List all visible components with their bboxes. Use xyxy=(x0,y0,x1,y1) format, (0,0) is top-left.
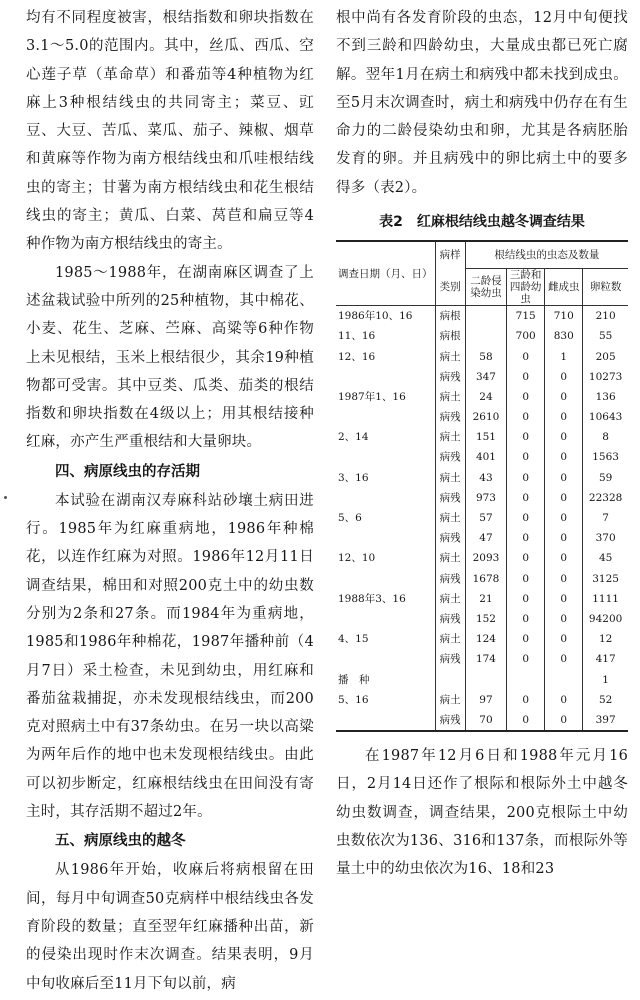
table-title: 表2 红麻根结线虫越冬调查结果 xyxy=(379,214,585,231)
table-row xyxy=(336,589,628,609)
table-row xyxy=(336,367,628,387)
table-cell-date: 播 种 xyxy=(338,673,370,686)
table-cell-c4: 55 xyxy=(583,326,628,346)
table-cell-date xyxy=(336,528,435,548)
table-row xyxy=(336,306,628,327)
table-cell-c2: 0 xyxy=(507,548,545,568)
table-cell-c1: 97 xyxy=(465,690,506,710)
table-cell-c3: 0 xyxy=(545,629,583,649)
table-cell-c2: 0 xyxy=(507,468,545,488)
table-row xyxy=(336,387,628,407)
table-cell-c3: 0 xyxy=(545,488,583,508)
table-cell-c4: 12 xyxy=(583,629,628,649)
table-cell-c4: 210 xyxy=(583,306,628,327)
section-heading-overwintering: 五、病原线虫的越冬 xyxy=(55,832,186,850)
table-row xyxy=(336,447,628,467)
table-cell-date: 1986年10、16 xyxy=(338,310,413,323)
table-cell-c2: 0 xyxy=(507,710,545,731)
table-cell-c4: 3125 xyxy=(583,569,628,589)
table-cell-type: 病残 xyxy=(435,649,465,669)
overwintering-table xyxy=(336,240,628,732)
table-cell-c1: 401 xyxy=(465,447,506,467)
header-col: 二龄侵染幼虫 xyxy=(465,269,506,306)
paragraph-overwintering-cont: 根中尚有各发育阶段的虫态，12月中旬便找不到三龄和四龄幼虫，大量成虫都已死亡腐解。翌年1月在病土和病残中都未找到成虫。至5月末次调查时，病土和病残中仍存在有生命力的二龄侵染幼虫和卵，尤其是各病胚胎发育的卵。并且病残中的卵比病土中的要多得多（表2）。 xyxy=(336,10,628,196)
table-cell-c3: 0 xyxy=(545,508,583,528)
table-cell-c1: 47 xyxy=(465,528,506,548)
table-cell-type: 病土 xyxy=(435,690,465,710)
scan-speck xyxy=(4,496,7,499)
table-row xyxy=(336,528,628,548)
table-cell-date xyxy=(336,569,435,589)
table-cell-type: 病土 xyxy=(435,508,465,528)
table-cell-c1: 57 xyxy=(465,508,506,528)
table-cell-c2: 0 xyxy=(507,508,545,528)
table-cell-c2: 0 xyxy=(507,488,545,508)
table-cell-c1: 70 xyxy=(465,710,506,731)
table-cell-c2: 0 xyxy=(507,427,545,447)
table-body xyxy=(336,306,628,731)
header-sample-sub: 类别 xyxy=(435,269,465,306)
table-cell-c2: 0 xyxy=(507,609,545,629)
table-cell-c2: 0 xyxy=(507,649,545,669)
table-cell-c3: 0 xyxy=(545,407,583,427)
table-row xyxy=(336,488,628,508)
table-cell-date: 5、6 xyxy=(338,512,362,525)
table-cell-c2: 0 xyxy=(507,346,545,366)
table-cell-c4: 397 xyxy=(583,710,628,731)
table-cell-c1 xyxy=(465,326,506,346)
table-cell-c2: 0 xyxy=(507,629,545,649)
table-cell-c4: 52 xyxy=(583,690,628,710)
table-cell-c1: 58 xyxy=(465,346,506,366)
table-cell-c3: 0 xyxy=(545,548,583,568)
table-cell-type: 病残 xyxy=(435,528,465,548)
table-cell-c3: 830 xyxy=(545,326,583,346)
table-cell-type: 病土 xyxy=(435,548,465,568)
header-col: 雌成虫 xyxy=(545,269,583,306)
table-cell-date: 3、16 xyxy=(338,471,369,484)
table-row xyxy=(336,548,628,568)
table-cell-date: 1988年3、16 xyxy=(338,592,406,605)
table-cell-type: 病土 xyxy=(435,589,465,609)
paragraph-survey-1985: 1985～1988年，在湖南麻区调查了上述盆栽试验中所列的25种植物，其中棉花、小麦、花生、芝麻、苎麻、高粱等6种作物上未见根结，玉米上根结很少，其余19种植物都可受害。其中豆类、瓜类、茄类的根结指数和卵块指数在4级以上；用其根结接种红麻，亦产生严重根结和大量卵块。 xyxy=(26,264,314,451)
table-cell-c4: 370 xyxy=(583,528,628,548)
table-cell-date xyxy=(336,407,435,427)
table-cell-type: 病残 xyxy=(435,488,465,508)
table-cell-c4: 417 xyxy=(583,649,628,669)
table-cell-c3: 0 xyxy=(545,468,583,488)
left-column xyxy=(26,4,314,998)
table-cell-c3: 0 xyxy=(545,569,583,589)
header-stage-group: 根结线虫的虫态及数量 xyxy=(465,241,628,269)
table-cell-c3: 0 xyxy=(545,589,583,609)
table-cell-type: 病土 xyxy=(435,346,465,366)
table-cell-c2: 700 xyxy=(507,326,545,346)
table-cell-c1 xyxy=(465,306,506,327)
table-cell-c1: 1678 xyxy=(465,569,506,589)
table-cell-c2: 715 xyxy=(507,306,545,327)
table-cell-c2: 0 xyxy=(507,387,545,407)
table-cell-c3: 0 xyxy=(545,690,583,710)
table-cell-c4: 22328 xyxy=(583,488,628,508)
table-cell-c3: 1 xyxy=(545,346,583,366)
table-cell-c4: 94200 xyxy=(583,609,628,629)
table-cell-c4: 10273 xyxy=(583,367,628,387)
table-row xyxy=(336,649,628,669)
table-cell-c1 xyxy=(465,669,506,689)
table-cell-c4: 136 xyxy=(583,387,628,407)
table-row xyxy=(336,346,628,366)
table-cell-c3: 0 xyxy=(545,649,583,669)
table-cell-c3 xyxy=(545,669,583,689)
table-cell-c1: 152 xyxy=(465,609,506,629)
table-cell-c2 xyxy=(507,669,545,689)
table-cell-c2: 0 xyxy=(507,447,545,467)
table-cell-type: 病土 xyxy=(435,629,465,649)
table-row xyxy=(336,629,628,649)
table-row xyxy=(336,690,628,710)
table-cell-c2: 0 xyxy=(507,589,545,609)
table-row xyxy=(336,468,628,488)
header-date: 调查日期（月、日） xyxy=(336,241,435,306)
table-cell-c3: 0 xyxy=(545,710,583,731)
table-row xyxy=(336,710,628,731)
table-cell-type: 病土 xyxy=(435,387,465,407)
table-cell-date: 11、16 xyxy=(338,330,376,343)
table-cell-date: 4、15 xyxy=(338,633,369,646)
paragraph-survival-experiment: 本试验在湖南汉寿麻科站砂壤土病田进行。1985年为红麻重病地，1986年种棉花，以连作红麻为对照。1986年12月11日调查结果，棉田和对照200克土中的幼虫数分别为2条和27条。而1984年为重病地，1985和1986年种棉花，1987年播种前（4月7日）采土检查，未见到幼虫，用红麻和番茄盆栽捕捉，亦未发现根结线虫，而200克对照病土中有37条幼虫。在另一块以高粱为两年后作的地中也未发现根结线虫。由此可以初步断定，红麻根结线虫在田间没有寄主时，其存活期不超过2年。 xyxy=(26,492,314,821)
table-cell-type: 病残 xyxy=(435,609,465,629)
table-cell-date xyxy=(336,447,435,467)
table-cell-c1: 43 xyxy=(465,468,506,488)
table-cell-type: 病根 xyxy=(435,326,465,346)
table-cell-type: 病土 xyxy=(435,468,465,488)
table-cell-c4: 1 xyxy=(583,669,628,689)
table-cell-type: 病残 xyxy=(435,447,465,467)
table-cell-c3: 0 xyxy=(545,528,583,548)
right-column xyxy=(336,4,628,884)
table-cell-date xyxy=(336,609,435,629)
table-cell-c1: 124 xyxy=(465,629,506,649)
table-cell-type xyxy=(435,669,465,689)
table-cell-date xyxy=(336,367,435,387)
table-cell-date: 5、16 xyxy=(338,693,369,706)
table-cell-c1: 2093 xyxy=(465,548,506,568)
table-cell-type: 病土 xyxy=(435,427,465,447)
table-cell-c3: 0 xyxy=(545,427,583,447)
table-cell-type: 病残 xyxy=(435,710,465,731)
table-cell-date: 12、16 xyxy=(338,350,376,363)
table-cell-c3: 0 xyxy=(545,609,583,629)
table-cell-date: 12、10 xyxy=(338,552,376,565)
paragraph-host-plants: 均有不同程度被害，根结指数和卵块指数在3.1～5.0的范围内。其中，丝瓜、西瓜、空心莲子草（革命草）和番茄等4种植物为红麻上3种根结线虫的共同寄主；菜豆、豇豆、大豆、苦瓜、菜瓜、茄子、辣椒、烟草和黄麻等作物为南方根结线虫和爪哇根结线虫的寄主；甘薯为南方根结线虫和花生根结线虫的寄主；黄瓜、白菜、莴苣和扁豆等4种作物为南方根结线虫的寄主。 xyxy=(26,10,314,253)
table-cell-c4: 45 xyxy=(583,548,628,568)
table-cell-c1: 174 xyxy=(465,649,506,669)
header-sample: 病样 xyxy=(435,241,465,269)
paragraph-overwintering: 从1986年开始，收麻后将病根留在田间，每月中旬调查50克病样中根结线虫各发育阶段的数量；直至翌年红麻播种出苗，新的侵染出现时作末次调查。结果表明，9月中旬收麻后至11月下旬以前，病 xyxy=(26,862,314,992)
table-cell-c4: 59 xyxy=(583,468,628,488)
table-row xyxy=(336,669,628,689)
table-cell-c3: 0 xyxy=(545,447,583,467)
table-cell-c2: 0 xyxy=(507,367,545,387)
table-cell-type: 病残 xyxy=(435,367,465,387)
table-cell-c3: 0 xyxy=(545,367,583,387)
table-cell-c1: 151 xyxy=(465,427,506,447)
table-cell-c1: 973 xyxy=(465,488,506,508)
table-cell-c2: 0 xyxy=(507,569,545,589)
table-cell-c4: 1563 xyxy=(583,447,628,467)
table-cell-c2: 0 xyxy=(507,407,545,427)
table-cell-type: 病残 xyxy=(435,407,465,427)
table-cell-date xyxy=(336,649,435,669)
table-cell-c4: 8 xyxy=(583,427,628,447)
table-cell-c2: 0 xyxy=(507,528,545,548)
table-row xyxy=(336,609,628,629)
table-cell-c1: 2610 xyxy=(465,407,506,427)
table-cell-c4: 10643 xyxy=(583,407,628,427)
table-cell-date: 2、14 xyxy=(338,431,369,444)
table-row xyxy=(336,508,628,528)
table-cell-type: 病根 xyxy=(435,306,465,327)
section-heading-survival: 四、病原线虫的存活期 xyxy=(55,462,200,480)
table-cell-c4: 205 xyxy=(583,346,628,366)
table-row xyxy=(336,326,628,346)
table-row xyxy=(336,427,628,447)
table-cell-date xyxy=(336,488,435,508)
table-cell-c2: 0 xyxy=(507,690,545,710)
table-cell-date xyxy=(336,710,435,731)
table-cell-c4: 1111 xyxy=(583,589,628,609)
table-cell-type: 病残 xyxy=(435,569,465,589)
table-row xyxy=(336,569,628,589)
table-cell-c3: 0 xyxy=(545,387,583,407)
table-cell-c1: 347 xyxy=(465,367,506,387)
table-cell-c4: 7 xyxy=(583,508,628,528)
header-col: 卵粒数 xyxy=(583,269,628,306)
paragraph-rhizosphere: 在1987年12月6日和1988年元月16日，2月14日还作了根际和根际外土中越冬幼虫数调查，调查结果，200克根际土中幼虫数依次为136、316和137条，而根际外等量土中的幼虫依次为16、18和23 xyxy=(336,748,628,878)
table-cell-date: 1987年1、16 xyxy=(338,390,406,403)
table-row xyxy=(336,407,628,427)
header-col: 三龄和四龄幼虫 xyxy=(507,269,545,306)
table-cell-c1: 24 xyxy=(465,387,506,407)
table-cell-c3: 710 xyxy=(545,306,583,327)
table-cell-c1: 21 xyxy=(465,589,506,609)
